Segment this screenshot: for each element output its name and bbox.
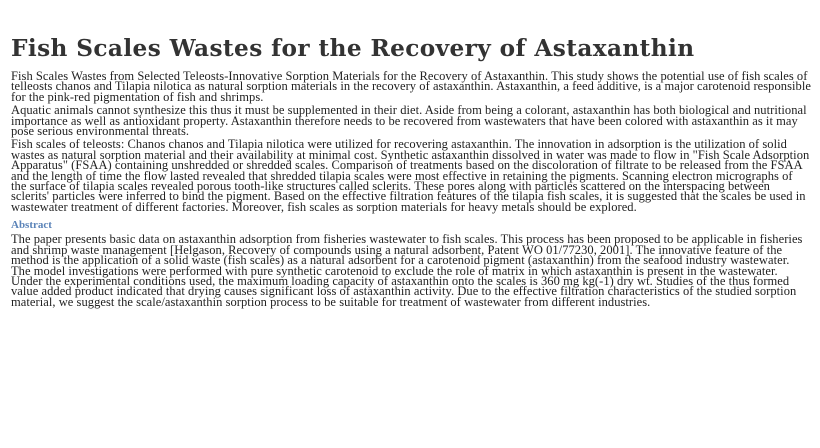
article-title: Fish Scales Wastes for the Recovery of Astaxanthin: [11, 35, 695, 62]
background-paragraph: Aquatic animals cannot synthesize this thus it must be supplemented in their diet. Aside from being a colorant, astaxanthin has both biological and nutritional importance as well as antioxidant property. Astaxanthin therefore needs to be recovered from wastewaters that have been colored with astaxanthin as it may pose serious environmental threats.: [11, 103, 807, 139]
abstract-paragraph: The paper presents basic data on astaxanthin adsorption from fisheries wastewater to fish scales. This process has been proposed to be applicable in fisheries and shrimp waste management [Helgason, Recovery of compounds using a natural adsorbent, Patent WO 01/77230, 2001]. The innovative feature of the method is the application of a solid waste (fish scales) as a natural adsorbent for a carotenoid pigment (astaxanthin) from the seafood industry wastewater. The model investigations were performed with pure synthetic carotenoid to exclude the role of matrix in which astaxanthin is present in the wastewater. Under the experimental conditions used, the maximum loading capacity of astaxanthin onto the scales is 360 mg kg(-1) dry wt. Studies of the thus formed value added product indicated that drying causes significant loss of astaxanthin activity. Due to the effective filtration characteristics of the studied sorption material, we suggest the scale/astaxanthin sorption process to be suitable for treatment of wastewater from different industries.: [11, 232, 803, 309]
intro-paragraph: Fish Scales Wastes from Selected Teleosts-Innovative Sorption Materials for the Recovery of Astaxanthin. This study shows the potential use of fish scales of telleosts chanos and Tilapia nilotica as natural sorption materials in the recovery of astaxanthin. Astaxanthin, a feed additive, is a major carotenoid responsible for the pink-red pigmentation of fish and shrimps.: [11, 69, 811, 104]
article: [11, 36, 811, 307]
abstract-heading: Abstract: [11, 219, 52, 232]
methods-paragraph: Fish scales of teleosts: Chanos chanos and Tilapia nilotica were utilized for recovering astaxanthin. The innovation in adsorption is the utilization of solid wastes as natural sorption material and their availability at minimal cost. Synthetic astaxanthin dissolved in water was made to flow in "Fish Scale Adsorption Apparatus" (FSAA) containing unshredded or shredded scales. Comparison of treatments based on the discoloration of filtrate to be released from the FSAA and the length of time the flow lasted revealed that shredded tilapia scales were most effective in retaining the pigments. Scanning electron micrographs of the surface of tilapia scales revealed porous tooth-like structures called sclerits. These pores along with particles scattered on the interspacing between sclerits' particles were inferred to bind the pigment. Based on the effective filtration features of the tilapia fish scales, it is suggested that the scales be used in wastewater treatment of different factories. Moreover, fish scales as sorption materials for heavy metals should be explored.: [11, 137, 810, 214]
